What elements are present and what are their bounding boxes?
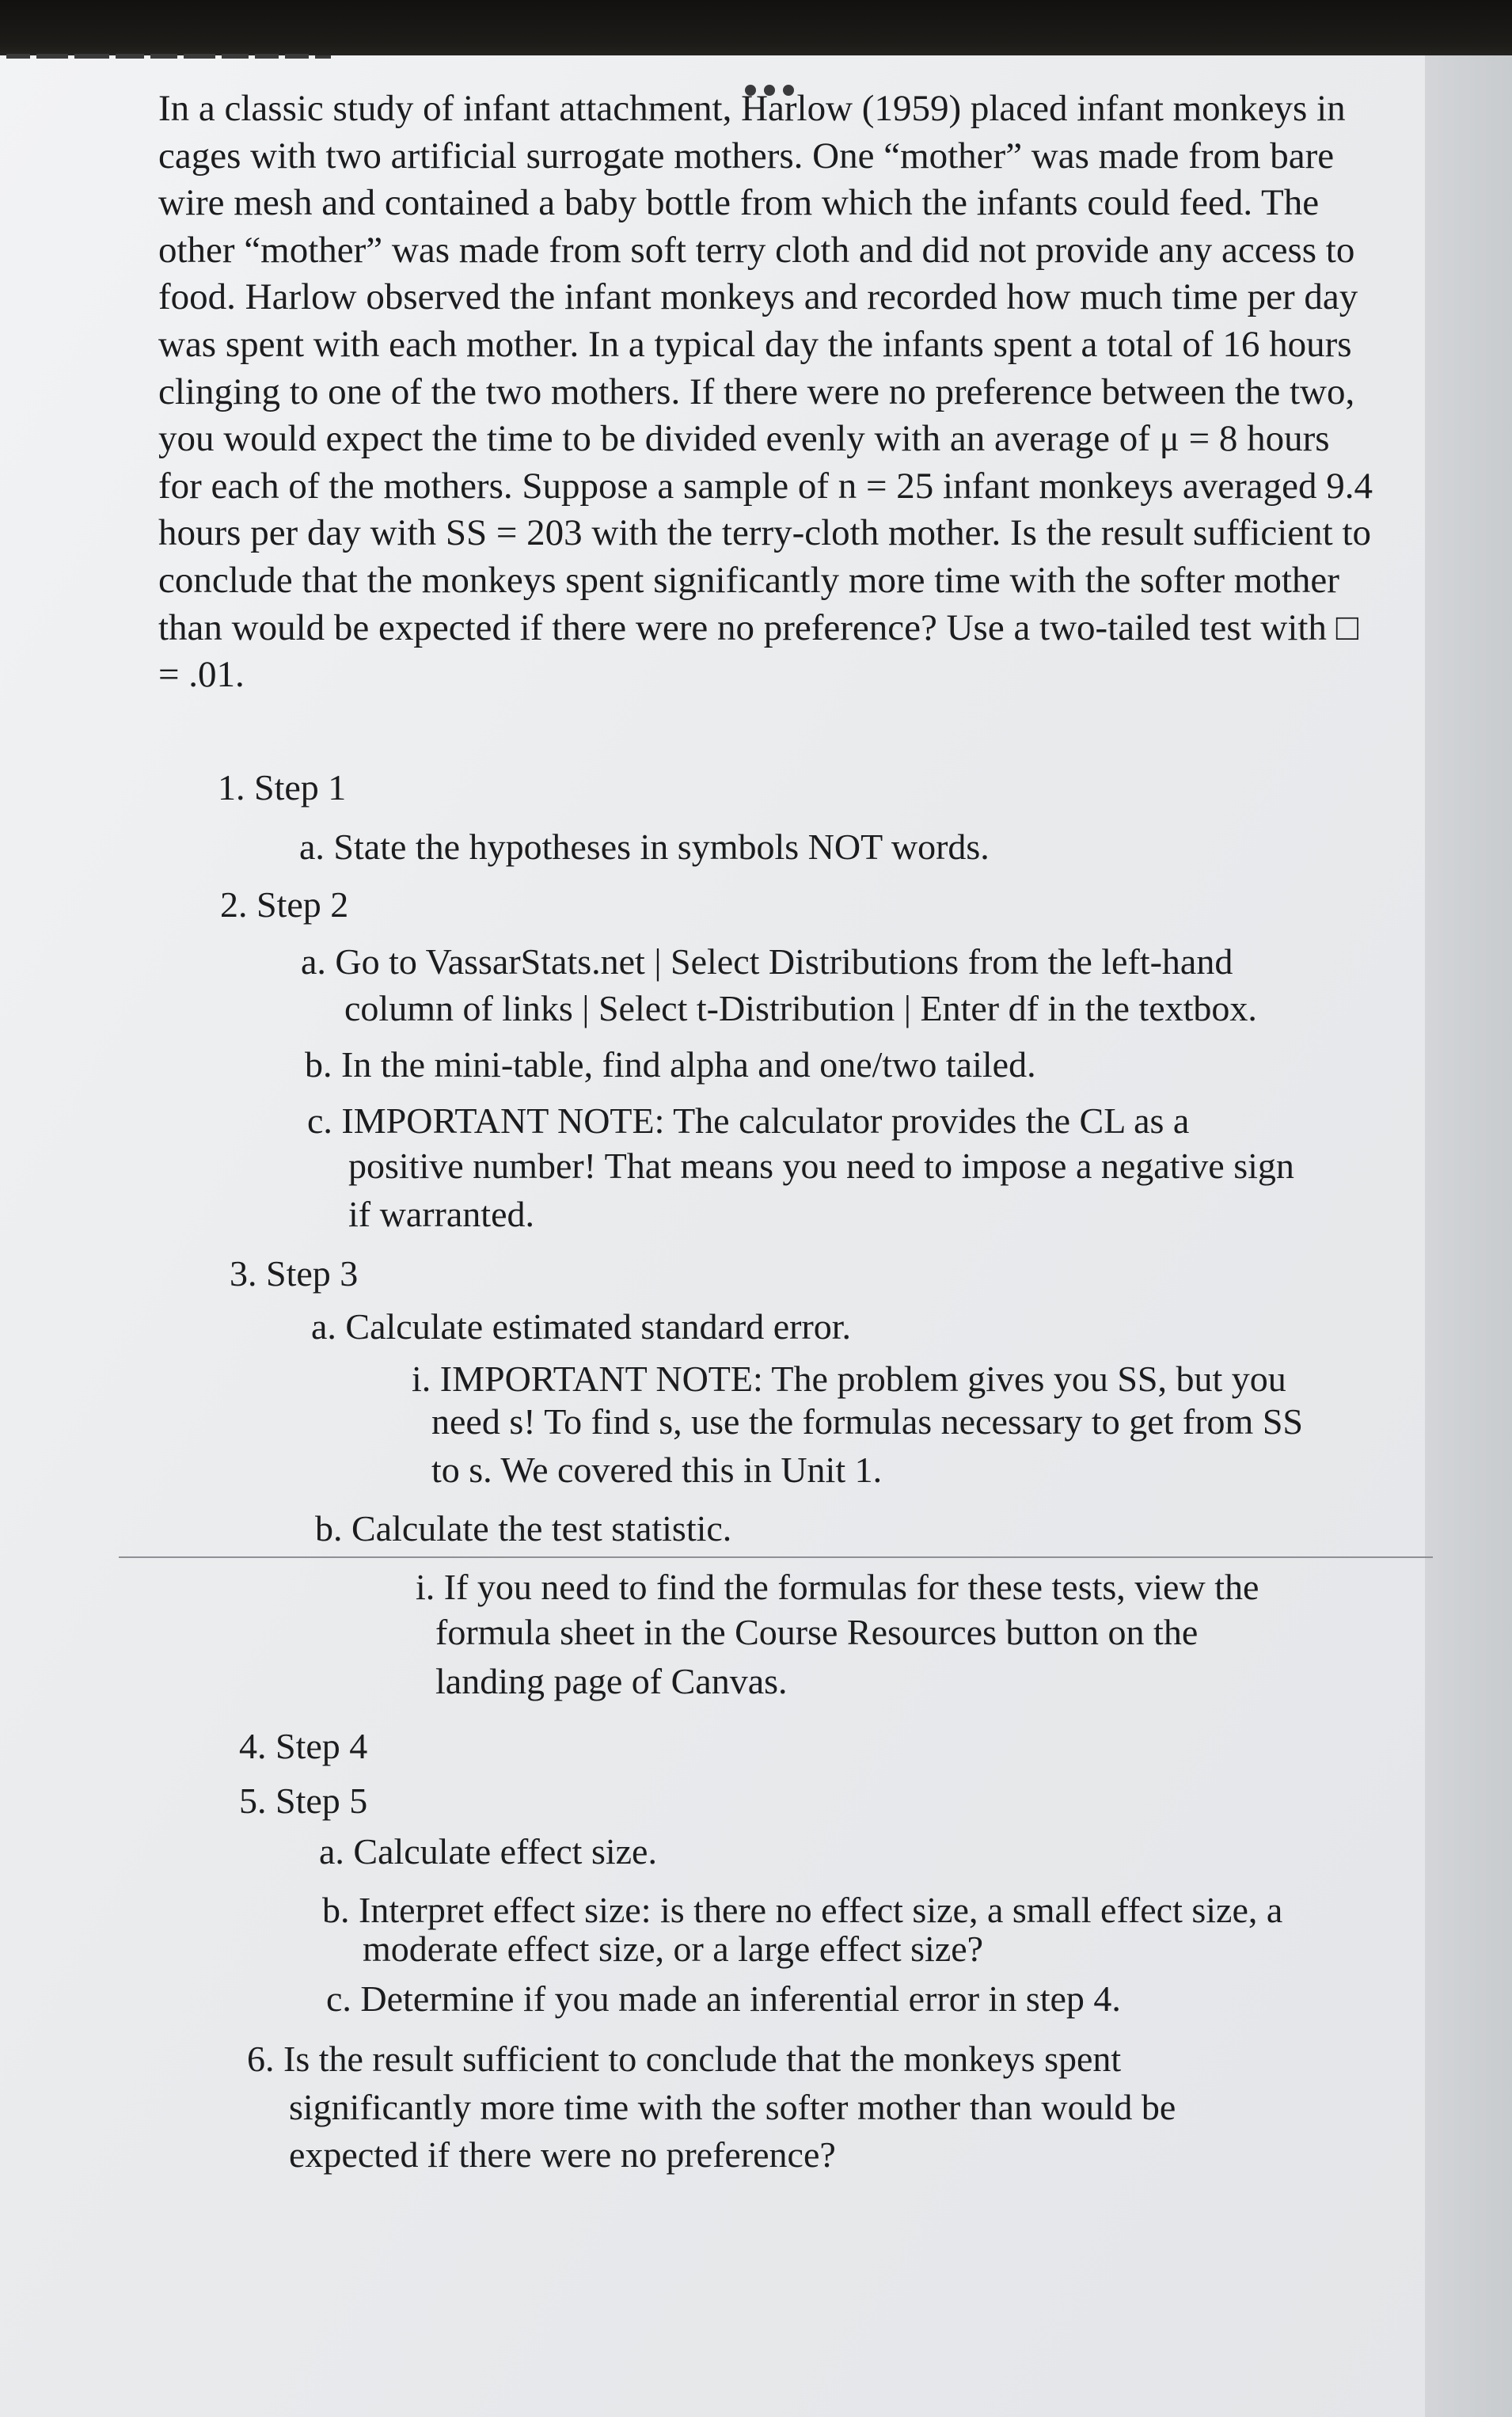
- step-6-line-3: expected if there were no preference?: [289, 2134, 836, 2175]
- step-6-line-2: significantly more time with the softer mother than would be: [289, 2087, 1176, 2127]
- step-3-a-i-line-3: to s. We covered this in Unit 1.: [431, 1450, 883, 1490]
- step-3-a: a. Calculate estimated standard error.: [311, 1306, 852, 1347]
- step-5-b-line-2: moderate effect size, or a large effect size?: [363, 1929, 984, 1969]
- step-2-c-line-1: c. IMPORTANT NOTE: The calculator provides the CL as a: [307, 1100, 1190, 1141]
- page-break-divider: [119, 1556, 1433, 1558]
- step-2-a-line-2: column of links | Select t-Distribution | Enter df in the textbox.: [344, 988, 1257, 1028]
- step-3-b-i-line-1: i. If you need to find the formulas for these tests, view the: [416, 1567, 1259, 1607]
- step-5-b-line-1: b. Interpret effect size: is there no effect size, a small effect size, a: [322, 1890, 1283, 1930]
- step-5-label: 5. Step 5: [239, 1780, 368, 1821]
- step-1-label: 1. Step 1: [218, 767, 347, 808]
- step-2-label: 2. Step 2: [220, 884, 349, 925]
- step-5-a: a. Calculate effect size.: [319, 1831, 657, 1872]
- step-2-c-line-2: positive number! That means you need to impose a negative sign: [348, 1146, 1294, 1186]
- step-3-b-i-line-3: landing page of Canvas.: [435, 1661, 788, 1701]
- step-3-b: b. Calculate the test statistic.: [315, 1508, 732, 1549]
- step-3-label: 3. Step 3: [230, 1253, 359, 1294]
- step-4-label: 4. Step 4: [239, 1726, 368, 1766]
- step-1-a: a. State the hypotheses in symbols NOT words.: [299, 827, 990, 867]
- step-3-a-i-line-1: i. IMPORTANT NOTE: The problem gives you SS, but you: [412, 1359, 1286, 1399]
- step-2-b: b. In the mini-table, find alpha and one/two tailed.: [305, 1044, 1036, 1085]
- step-5-c: c. Determine if you made an inferential error in step 4.: [326, 1978, 1121, 2019]
- step-2-c-line-3: if warranted.: [348, 1194, 534, 1234]
- step-3-b-i-line-2: formula sheet in the Course Resources button on the: [435, 1612, 1199, 1652]
- step-3-a-i-line-2: need s! To find s, use the formulas necessary to get from SS: [431, 1401, 1303, 1442]
- step-6-line-1: 6. Is the result sufficient to conclude that the monkeys spent: [247, 2039, 1122, 2079]
- page-edge-shadow: [1425, 55, 1512, 2417]
- step-2-a-line-1: a. Go to VassarStats.net | Select Distributions from the left-hand: [301, 941, 1233, 982]
- problem-intro-paragraph: In a classic study of infant attachment, Harlow (1959) placed infant monkeys in cages with two artificial surrogate mothers. One “mother” was made from bare wire mesh and contained a baby bottle from which the infants could feed. The other “mother” was made from soft terry cloth and did not provide any access to food. Harlow observed the infant monkeys and recorded how much time per day was spent with each mother. In a typical day the infants spent a total of 16 hours clinging to one of the two mothers. If there were no preference between the two, you would expect the time to be divided evenly with an average of μ = 8 hours for each of the mothers. Suppose a sample of n = 25 infant monkeys averaged 9.4 hours per day with SS = 203 with the terry-cloth mother. Is the result sufficient to conclude that the monkeys spent significantly more time with the softer mother than would be expected if there were no preference? Use a two-tailed test with □ = .01.: [158, 88, 1373, 696]
- cut-off-previous-text-fragment: [0, 35, 348, 59]
- cut-off-previous-text: [0, 27, 348, 59]
